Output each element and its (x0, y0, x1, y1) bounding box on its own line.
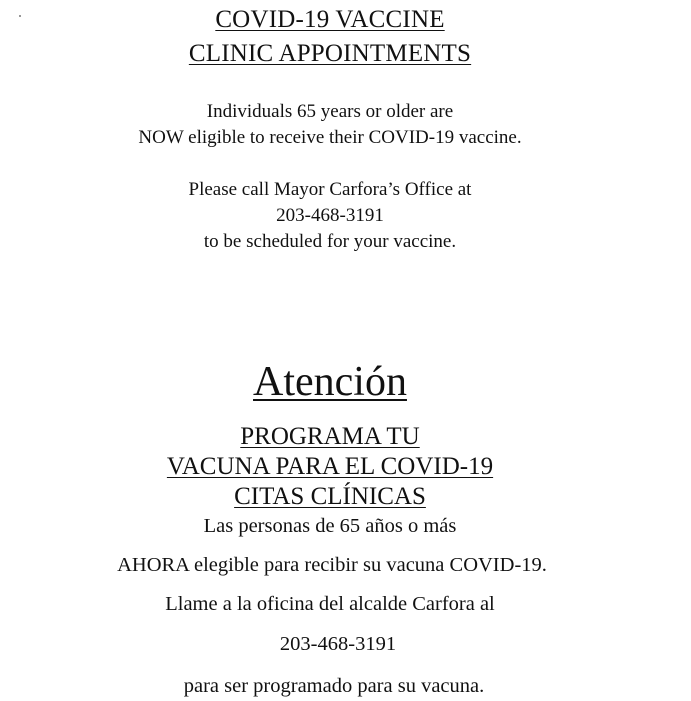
spanish-eligibility-line-2: AHORA elegible para recibir su vacuna COVID-19. (117, 554, 547, 576)
spanish-title-line-1: PROGRAMA TU (240, 423, 420, 450)
spanish-call-line-3: para ser programado para su vacuna. (183, 675, 485, 697)
english-eligibility-line-1: Individuals 65 years or older are (206, 101, 454, 122)
english-call-line-1: Please call Mayor Carfora’s Office at (188, 179, 472, 200)
english-call-line-3: to be scheduled for your vaccine. (203, 231, 457, 252)
english-title-line-1: COVID-19 VACCINE (215, 6, 445, 33)
spanish-attention-heading: Atención (253, 359, 407, 405)
spanish-eligibility-line-1: Las personas de 65 años o más (203, 515, 457, 537)
english-eligibility-line-2: NOW eligible to receive their COVID-19 vaccine. (138, 127, 522, 148)
english-phone-number: 203-468-3191 (276, 205, 384, 226)
spanish-phone-number: 203-468-3191 (279, 633, 397, 655)
english-title-line-2: CLINIC APPOINTMENTS (188, 40, 472, 67)
spanish-title-line-2: VACUNA PARA EL COVID-19 (166, 453, 494, 480)
spanish-title-line-3: CITAS CLÍNICAS (234, 483, 426, 510)
spanish-call-line-1: Llame a la oficina del alcalde Carfora al (165, 593, 495, 615)
